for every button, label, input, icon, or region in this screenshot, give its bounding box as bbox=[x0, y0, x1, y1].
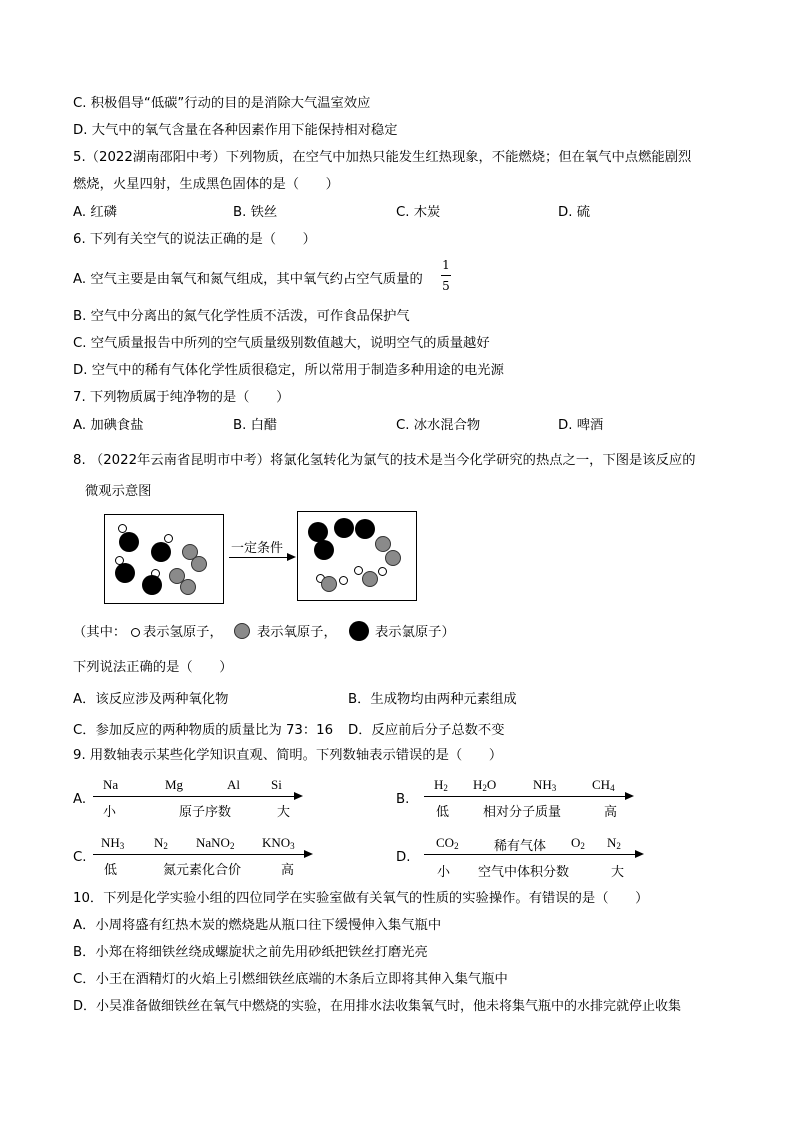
cl-atom bbox=[308, 522, 328, 542]
h-atom bbox=[354, 566, 363, 575]
q5-option-a: A. 红磷 bbox=[73, 205, 117, 220]
h-atom bbox=[164, 534, 173, 543]
q6-option-b: B. 空气中分离出的氮气化学性质不活泼，可作食品保护气 bbox=[73, 309, 410, 324]
reaction-arrow-shaft bbox=[229, 557, 287, 558]
q6-fraction-numerator: 1 bbox=[442, 258, 450, 272]
q8-question: 下列说法正确的是（ ） bbox=[73, 660, 233, 675]
q8-option-a: A．该反应涉及两种氧化物 bbox=[73, 692, 229, 707]
q9-axis-a-letter: A. bbox=[73, 792, 87, 807]
q5-option-c: C. 木炭 bbox=[396, 205, 441, 220]
axis-b-high: 高 bbox=[604, 805, 618, 820]
q7-option-d: D. 啤酒 bbox=[558, 418, 604, 433]
o-atom bbox=[375, 536, 391, 552]
o-atom bbox=[191, 556, 207, 572]
cl-atom bbox=[314, 540, 334, 560]
o-atom bbox=[385, 550, 401, 566]
q7-option-a: A. 加碘食盐 bbox=[73, 418, 144, 433]
q10-stem: 10．下列是化学实验小组的四位同学在实验室做有关氧气的性质的实验操作。有错误的是（ ） bbox=[73, 891, 649, 906]
axis-a-high: 大 bbox=[277, 805, 291, 820]
axis-d-line bbox=[424, 854, 635, 855]
axis-b-item: $NH_3$ bbox=[533, 777, 557, 793]
cl-atom bbox=[151, 542, 171, 562]
q9-axis-b-letter: B. bbox=[396, 792, 410, 807]
q5-option-d: D. 硫 bbox=[558, 205, 590, 220]
axis-a-item: Mg bbox=[165, 777, 184, 792]
q6-option-a: A. 空气主要是由氧气和氮气组成，其中氧气约占空气质量的 bbox=[73, 272, 423, 287]
axis-a-low: 小 bbox=[103, 805, 117, 820]
q9-stem: 9. 用数轴表示某些化学知识直观、简明。下列数轴表示错误的是（ ） bbox=[73, 748, 503, 763]
q8-option-c: C．参加反应的两种物质的质量比为 73：16 bbox=[73, 723, 334, 738]
reaction-condition: 一定条件 bbox=[231, 541, 284, 556]
q7-option-b: B. 白醋 bbox=[233, 418, 278, 433]
axis-a-item: Al bbox=[227, 777, 240, 792]
q10-option-c: C．小王在酒精灯的火焰上引燃细铁丝底端的木条后立即将其伸入集气瓶中 bbox=[73, 972, 508, 987]
q10-option-a: A．小周将盛有红热木炭的燃烧匙从瓶口往下缓慢伸入集气瓶中 bbox=[73, 918, 442, 933]
q6-option-d: D. 空气中的稀有气体化学性质很稳定，所以常用于制造多种用途的电光源 bbox=[73, 363, 504, 378]
q4-option-c: C. 积极倡导“低碳”行动的目的是消除大气温室效应 bbox=[73, 96, 371, 111]
legend-cl-text: 表示氯原子） bbox=[375, 625, 455, 640]
legend-o-icon bbox=[234, 623, 250, 639]
q6-option-c: C. 空气质量报告中所列的空气质量级别数值越大，说明空气的质量越好 bbox=[73, 336, 490, 351]
cl-atom bbox=[334, 518, 354, 538]
product-box bbox=[297, 511, 417, 601]
h-atom bbox=[378, 567, 387, 576]
axis-d-item: $N_2$ bbox=[607, 835, 621, 851]
axis-b-item: $H_2O$ bbox=[473, 777, 497, 793]
axis-c-arrowhead bbox=[304, 850, 313, 858]
reactant-box bbox=[104, 514, 224, 604]
o-atom bbox=[180, 579, 196, 595]
q8-stem-line2: 微观示意图 bbox=[85, 484, 152, 499]
o-atom bbox=[321, 576, 337, 592]
q8-stem-line1: 8. （2022年云南省昆明市中考）将氯化氢转化为氯气的技术是当今化学研究的热点之一，下图是该反应的 bbox=[73, 453, 696, 468]
cl-atom bbox=[142, 575, 162, 595]
axis-d-high: 大 bbox=[611, 865, 625, 880]
axis-d-low: 小 bbox=[437, 865, 451, 880]
q10-option-d: D．小吴准备做细铁丝在氧气中燃烧的实验，在用排水法收集氧气时，他未将集气瓶中的水排完就停止收集 bbox=[73, 999, 682, 1014]
q5-stem-line2: 燃烧，火星四射，生成黑色固体的是（ ） bbox=[73, 177, 339, 192]
q8-option-d: D．反应前后分子总数不变 bbox=[348, 723, 505, 738]
axis-c-high: 高 bbox=[281, 863, 295, 878]
axis-d-item: $O_2$ bbox=[571, 835, 585, 851]
cl-atom bbox=[115, 563, 135, 583]
axis-c-label: 氮元素化合价 bbox=[163, 863, 242, 878]
q9-axis-c-letter: C. bbox=[73, 850, 87, 865]
legend-prefix: （其中： bbox=[73, 625, 127, 640]
q5-option-b: B. 铁丝 bbox=[233, 205, 278, 220]
o-atom bbox=[362, 571, 378, 587]
q4-option-d: D. 大气中的氧气含量在各种因素作用下能保持相对稳定 bbox=[73, 123, 398, 138]
q6-fraction-denominator: 5 bbox=[442, 279, 450, 293]
axis-b-low: 低 bbox=[436, 805, 450, 820]
axis-b-arrowhead bbox=[625, 792, 634, 800]
axis-b-item: $CH_4$ bbox=[592, 777, 615, 793]
q6-fraction-bar bbox=[441, 275, 451, 276]
legend-o-text: 表示氧原子， bbox=[257, 625, 337, 640]
q5-stem-line1: 5.（2022湖南邵阳中考）下列物质，在空气中加热只能发生红热现象，不能燃烧；但在氧气中点燃能剧烈 bbox=[73, 150, 692, 165]
axis-a-item: Na bbox=[103, 777, 119, 792]
axis-b-item: $H_2$ bbox=[434, 777, 448, 793]
axis-d-arrowhead bbox=[635, 850, 644, 858]
legend-h-text: 表示氢原子， bbox=[143, 625, 223, 640]
legend-cl-icon bbox=[349, 621, 369, 641]
q9-axis-d-letter: D. bbox=[396, 850, 411, 865]
axis-c-item: $NH_3$ bbox=[101, 835, 125, 851]
axis-c-item: $N_2$ bbox=[154, 835, 168, 851]
axis-d-item: 稀有气体 bbox=[494, 839, 547, 854]
axis-a-line bbox=[93, 796, 294, 797]
axis-c-item: $KNO_3$ bbox=[262, 835, 295, 851]
cl-atom bbox=[355, 519, 375, 539]
axis-d-label: 空气中体积分数 bbox=[478, 865, 570, 880]
axis-c-low: 低 bbox=[104, 863, 118, 878]
axis-a-arrowhead bbox=[294, 792, 303, 800]
q7-stem: 7. 下列物质属于纯净物的是（ ） bbox=[73, 390, 290, 405]
cl-atom bbox=[119, 532, 139, 552]
h-atom bbox=[339, 576, 348, 585]
axis-a-label: 原子序数 bbox=[179, 805, 232, 820]
axis-d-item: $CO_2$ bbox=[436, 835, 459, 851]
axis-c-item: NaNO$_2$ bbox=[196, 835, 235, 851]
q7-option-c: C. 冰水混合物 bbox=[396, 418, 481, 433]
q10-option-b: B．小郑在将细铁丝绕成螺旋状之前先用砂纸把铁丝打磨光亮 bbox=[73, 945, 428, 960]
axis-b-line bbox=[424, 796, 625, 797]
axis-b-label: 相对分子质量 bbox=[483, 805, 562, 820]
legend-h-icon bbox=[131, 628, 140, 637]
axis-c-line bbox=[93, 854, 304, 855]
reaction-arrow-head bbox=[287, 553, 296, 561]
q6-stem: 6. 下列有关空气的说法正确的是（ ） bbox=[73, 232, 316, 247]
axis-a-item: Si bbox=[271, 777, 282, 792]
q8-option-b: B．生成物均由两种元素组成 bbox=[348, 692, 517, 707]
